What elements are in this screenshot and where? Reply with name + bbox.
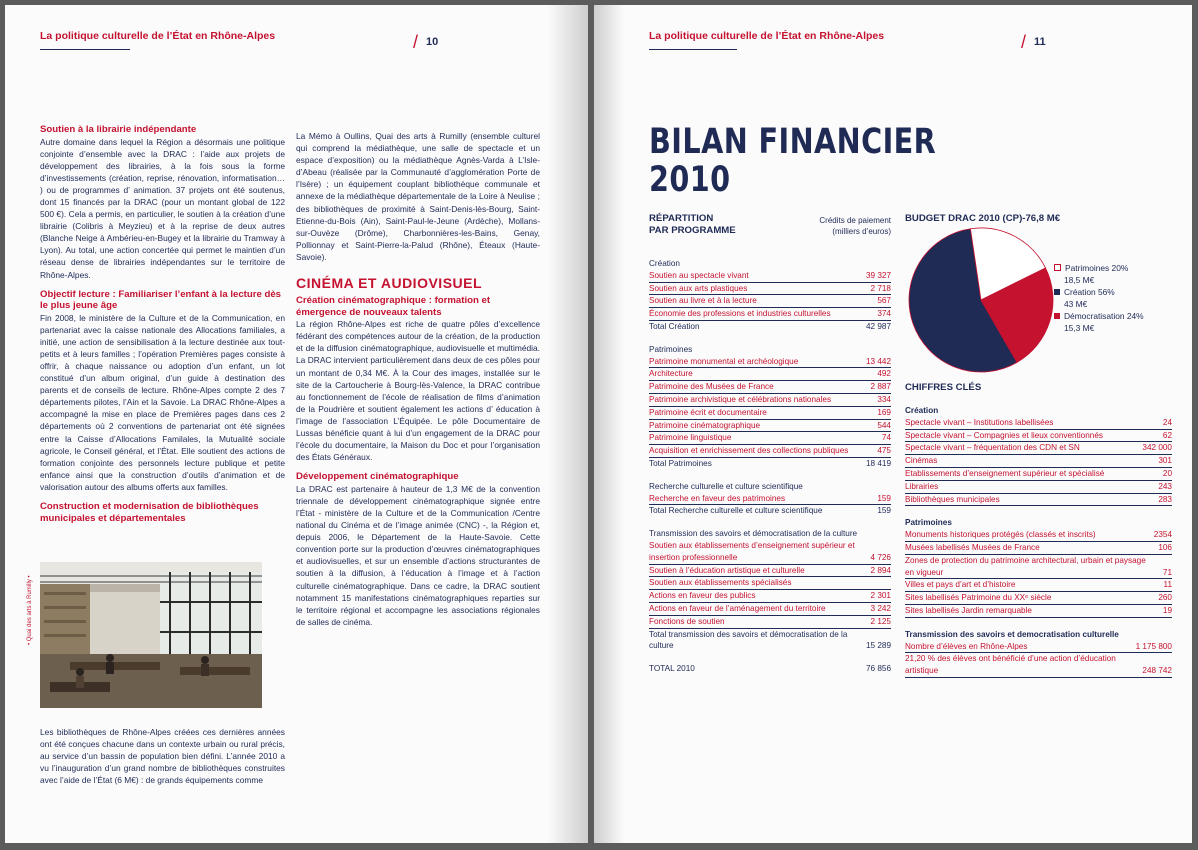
table-row [905, 442, 1172, 455]
row-label: Cinémas [905, 456, 938, 466]
total-row [649, 321, 891, 333]
row-label: Monuments historiques protégés (classés et inscrits) [905, 530, 1096, 540]
row-label: Patrimoine monumental et archéologique [649, 356, 799, 366]
total-value: 18 419 [865, 458, 891, 468]
photo-credit: • Quai des arts à Rumilly • [27, 575, 33, 645]
row-value: 283 [1158, 494, 1172, 504]
row-label: Spectacle vivant – fréquentation des CDN et SN [905, 443, 1080, 453]
row-label: Spectacle vivant – Institutions labellisées [905, 417, 1054, 427]
page-title: BILAN FINANCIER 2010 [649, 122, 937, 200]
row-label: Musées labellisés Musées de France [905, 542, 1040, 552]
row-value: 544 [877, 420, 891, 430]
row-label: Patrimoine cinématographique [649, 420, 761, 430]
legend-swatch [1054, 289, 1060, 295]
table-row [649, 407, 891, 420]
table-row [905, 555, 1172, 580]
total-row [649, 505, 891, 517]
row-label: Spectacle vivant – Compagnies et lieux conventionnés [905, 430, 1103, 440]
table-row [905, 605, 1172, 618]
library-interior-photo [40, 562, 262, 708]
table-row [905, 494, 1172, 507]
row-value: 374 [877, 309, 891, 319]
total-value: 42 987 [865, 321, 891, 331]
right-page [594, 5, 1192, 843]
budget-title: BUDGET DRAC 2010 (CP)-76,8 M€ [905, 213, 1061, 224]
budget-pie-chart [906, 225, 1056, 375]
table-row [649, 283, 891, 296]
header-rule [649, 49, 737, 50]
row-value: 2354 [1153, 530, 1172, 540]
table-row [649, 616, 891, 629]
table-row [905, 579, 1172, 592]
left-column-2 [296, 130, 540, 628]
table-row [649, 432, 891, 445]
row-label: Sites labellisés Patrimoine du XXᵉ siècle [905, 593, 1052, 603]
row-label: Actions en faveur de l’aménagement du territoire [649, 603, 826, 613]
total-row [649, 458, 891, 470]
legend-amount: 18,5 M€ [1064, 275, 1095, 285]
table-row [905, 592, 1172, 605]
left-page [5, 5, 588, 843]
budget-legend [1054, 262, 1144, 334]
paragraph-developpement: La DRAC est partenaire à hauteur de 1,3 M€ de la convention triennale de développement cinématographique signée entre l’État - ministère de la Culture et de la Communication /Centre national du Cinéma et de l’image animée (CNC) -, la Région et, depuis 2006, le Département de la Haute-Savoie. Cette convention porte sur la production d’œuvres cinématographiques et audiovisuelles, et sur un ensemble d’actions structurantes de soutien à la diffusion, à l’éducation à l’image et à l’action culturelle cinématographique. Dans ce cadre, la DRAC soutient notamment 15 manifestations cinématographiques reparties sur le territoire régional et accompagne les associations régionales de salles de cinéma. [296, 483, 540, 627]
row-label: Patrimoine des Musées de France [649, 382, 774, 392]
row-value: 475 [877, 446, 891, 456]
left-column-1 [40, 124, 285, 524]
row-label: Villes et pays d’art et d’histoire [905, 580, 1016, 590]
row-value: 334 [877, 394, 891, 404]
row-value: 19 [1162, 605, 1172, 615]
row-value: 492 [877, 369, 891, 379]
row-value: 13 442 [865, 356, 891, 366]
table-row [905, 529, 1172, 542]
section-gap [649, 517, 891, 528]
table-row [905, 455, 1172, 468]
row-value: 62 [1162, 430, 1172, 440]
section-gap [649, 652, 891, 663]
chiffres-title: CHIFFRES CLÉS [905, 382, 982, 393]
row-value: 2 301 [870, 591, 891, 601]
row-value: 106 [1158, 542, 1172, 552]
row-label: Actions en faveur des publics [649, 591, 756, 601]
table-row [649, 270, 891, 283]
row-label: Bibliothèques municipales [905, 494, 1000, 504]
running-header: La politique culturelle de l’État en Rhône-Alpes [40, 30, 276, 42]
row-value: 71 [1162, 567, 1172, 577]
row-label: Acquisition et enrichissement des collections publiques [649, 446, 849, 456]
row-value: 74 [881, 433, 891, 443]
row-value: 4 726 [870, 552, 891, 562]
row-value: 2 894 [870, 565, 891, 575]
table-row [905, 481, 1172, 494]
paragraph-bibliotheques: Les bibliothèques de Rhône-Alpes créées ces dernières années ont été conçues chacune dans un contexte urbain ou rural précis, au service d’un bassin de population bien défini. L’année 2010 a vu l’inauguration d’un grand nombre de bibliothèques construites avec l’aide de l’État (6 M€) : de grands équipements comme [40, 727, 285, 786]
chiffres-table [905, 405, 1172, 678]
section-title: Recherche culturelle et culture scientifique [649, 481, 803, 491]
row-value: 567 [877, 296, 891, 306]
section-title: Patrimoines [905, 518, 952, 528]
page-number: / 11 [1021, 32, 1046, 52]
row-value: 243 [1158, 481, 1172, 491]
row-value: 20 [1162, 468, 1172, 478]
legend-amount: 15,3 M€ [1064, 323, 1095, 333]
legend-swatch [1054, 313, 1060, 319]
row-label: Recherche en faveur des patrimoines [649, 493, 786, 503]
table-row [649, 381, 891, 394]
repartition-table [649, 258, 891, 675]
section-gap [905, 618, 1172, 629]
total-label: Total Création [649, 321, 700, 331]
section-title: Transmission des savoirs et democratisation culturelle [905, 629, 1119, 639]
row-value: 2 887 [870, 382, 891, 392]
row-label: Soutien aux établissements d’enseignement supérieur et insertion professionnelle [649, 540, 855, 562]
legend-label: Démocratisation 24% [1064, 311, 1144, 321]
table-row [649, 565, 891, 578]
section-title: Création [905, 406, 939, 415]
table-row [905, 430, 1172, 443]
table-row [649, 577, 891, 590]
left-column-1-bottom [40, 726, 285, 786]
total-value: 159 [877, 506, 891, 516]
legend-item [1054, 286, 1144, 298]
row-value: 342 000 [1142, 443, 1172, 453]
paragraph-memo: La Mémo à Oullins, Quai des arts à Rumilly (ensemble culturel qui comprend la médiathèque, une salle de spectacle et un espace d’exposition) ou la médiathèque Agnès-Varda à L’Isle-d’Abeau (réalisée par la Communauté d’agglomération Porte de l’Isère) ; un équipement couplant bibliothèque communale et annexe de la médiathèque départementale de la Loire à Neulise ; des bibliothèques de proximité à Saint-Denis-lès-Bourg, Saint-Etienne-du-Bois (Ain), Saint-Paul-le-Jeune (Ardèche), Mollans-sur-Ouvèze (Drôme), Charbonnières-les-Bains, Genay, Pollionnay et Saint-Pierre-la-Palud (Rhône), Éteaux (Haute-Savoie). [296, 131, 540, 262]
page-gutter-shadow [594, 5, 624, 843]
row-value: 11 [1163, 580, 1172, 590]
row-label: Nombre d’élèves en Rhône-Alpes [905, 641, 1028, 651]
table-row [905, 641, 1172, 654]
row-value: 301 [1158, 456, 1172, 466]
row-label: Soutien aux arts plastiques [649, 283, 748, 293]
row-label: Soutien au spectacle vivant [649, 270, 749, 280]
header-rule [40, 49, 130, 50]
row-value: 260 [1158, 593, 1172, 603]
row-label: Librairies [905, 481, 939, 491]
row-value: 2 718 [870, 283, 891, 293]
section-title: Création [649, 259, 680, 268]
page-gutter-shadow [548, 5, 588, 843]
row-value: 1 175 800 [1135, 641, 1172, 651]
section-gap [649, 333, 891, 344]
section-heading-librairie: Soutien à la librairie indépendante [40, 124, 197, 135]
total-row [649, 663, 891, 675]
section-title: Transmission des savoirs et démocratisation de la culture [649, 529, 858, 539]
table-row [649, 603, 891, 616]
section-heading-developpement: Développement cinématographique [296, 471, 459, 483]
row-value: 159 [877, 493, 891, 503]
total-value: 15 289 [865, 641, 891, 651]
row-value: 2 125 [870, 616, 891, 626]
row-label: Sites labellisés Jardin remarquable [905, 605, 1032, 615]
legend-item [1054, 262, 1144, 274]
section-heading-bibliotheques: Construction et modernisation de bibliothèques municipales et départementales [40, 501, 259, 524]
table-row [649, 445, 891, 458]
table-row [649, 590, 891, 603]
total-value: 76 856 [865, 664, 891, 674]
row-label: Soutien aux établissements spécialisés [649, 578, 792, 588]
table-row [649, 420, 891, 433]
total-label: Total transmission des savoirs et démocratisation de la culture [649, 629, 848, 651]
table-row [649, 493, 891, 506]
row-value: 24 [1162, 417, 1172, 427]
row-label: Architecture [649, 369, 693, 379]
repartition-heading: RÉPARTITION PAR PROGRAMME [649, 213, 736, 236]
row-label: Zones de protection du patrimoine architectural, urbain et paysage en vigueur [905, 555, 1146, 577]
row-label: Patrimoine archivistique et célébrations nationales [649, 394, 832, 404]
table-row [649, 295, 891, 308]
table-row [649, 356, 891, 369]
paragraph-lecture: Fin 2008, le ministère de la Culture et de la Communication, en partenariat avec la caisse nationale des Allocations familiales, a initié, une action de sensibilisation à la lecture destinée aux tout-petits et à leurs familles ; l’opération Premières pages consiste à offrir, à chaque naissance ou adoption d’un enfant, un lot constitué d’un album original, d’un guide à destination des parents et de conseils de lecture. Rhône-Alpes compte 2 des 7 départements pilotes, l’Ain et la Savoie. La DRAC Rhône-Alpes a accompagné la mise en place de Premières pages dans ces 2 départements où 2 conventions de partenariat ont été signées entre la Caisse d’Allocations Familales, la Mutualité sociale agricole, le Conseil général, et l’État. Elle soutient des actions de formation conjointe des personnels lecture publique et petite enfance ainsi que la construction d’outils d’animation et de valorisation autour des albums offerts aux familles. [40, 312, 285, 492]
table-row [649, 540, 891, 565]
paragraph-librairie: Autre domaine dans lequel la Région a désormais une politique conjointe d’ensemble avec la DRAC : l’aide aux projets de développement des librairies, à la fois sous la forme d’investissements (création, reprise, rénovation, informatisation… ) ou de programmes d’ animation. 37 projets ont été soutenus, dont 15 financés par la DRAC (pour un montant global de 122 500 €). Cela a permis, en particulier, le soutien à la création d’une librairie (Colibris à Meyzieu) et à la reprise de deux autres (Blanche Neige à Ambérieu-en-Bugey et la librairie du Tramway à Lyon). Au total, une action concertée qui permet le maintien d’un réseau dense de librairies indépendantes sur le territoire de Rhône-Alpes. [40, 136, 285, 280]
row-value: 3 242 [870, 603, 891, 613]
legend-amount: 43 M€ [1064, 299, 1088, 309]
row-label: Soutien au livre et à la lecture [649, 296, 757, 306]
table-row [905, 417, 1172, 430]
table-row [905, 468, 1172, 481]
row-label: Patrimoine écrit et documentaire [649, 407, 767, 417]
table-row [649, 394, 891, 407]
row-label: Soutien à l’éducation artistique et culturelle [649, 565, 805, 575]
legend-label: Création 56% [1064, 287, 1115, 297]
row-label: Etablissements d’enseignement supérieur et spécialisé [905, 468, 1105, 478]
row-label: Économie des professions et industries culturelles [649, 309, 831, 319]
total-label: Total Patrimoines [649, 458, 712, 468]
page-number: / 10 [413, 32, 439, 52]
running-header: La politique culturelle de l’État en Rhône-Alpes [649, 30, 885, 42]
row-label: Fonctions de soutien [649, 616, 725, 626]
row-value: 169 [877, 407, 891, 417]
legend-item [1054, 310, 1144, 322]
section-heading-cinema: CINÉMA ET AUDIOVISUEL [296, 275, 483, 292]
row-label: 21,20 % des élèves ont bénéficié d’une action d’éducation artistique [905, 654, 1116, 676]
legend-swatch [1054, 264, 1061, 271]
section-gap [905, 506, 1172, 517]
table-row [649, 368, 891, 381]
row-value: 39 327 [865, 270, 891, 280]
total-label: TOTAL 2010 [649, 664, 695, 674]
legend-label: Patrimoines 20% [1065, 263, 1129, 273]
total-label: Total Recherche culturelle et culture scientifique [649, 506, 823, 516]
table-row [905, 653, 1172, 678]
total-row [649, 629, 891, 653]
repartition-units: Crédits de paiement (milliers d’euros) [819, 216, 891, 236]
row-value: 248 742 [1142, 666, 1172, 676]
section-heading-creation-cine: Création cinématographique : formation et émergence de nouveaux talents [296, 295, 491, 318]
section-title: Patrimoines [649, 344, 693, 354]
section-gap [649, 470, 891, 481]
table-row [905, 542, 1172, 555]
paragraph-creation-cine: La région Rhône-Alpes est riche de quatre pôles d’excellence fédérant des compétences autour de la création, de la production et de la diffusion cinématographique, audiovisuelle et multimédia. La DRAC intervient particulièrement dans deux de ces pôles pour un montant de 0,34 M€. À la Cour des images, installée sur le site de la Cartoucherie à Bourg-lès-Valence, la DRAC contribue au fonctionnement de l’école de réalisation de films d’animation de la Poudrière et soutient également les actions d’ éducation à l’image de l’association L’Équipée. Le pôle Documentaire de Lussas bénéficie quant à lui d’un engagement de la DRAC pour l’école du documentaire, la Maison du Doc et pour l’organisation des États Généraux. [296, 319, 540, 463]
section-heading-lecture: Objectif lecture : Familiariser l’enfant à la lecture dès le plus jeune âge [40, 288, 281, 312]
table-row [649, 308, 891, 321]
row-label: Patrimoine linguistique [649, 433, 732, 443]
